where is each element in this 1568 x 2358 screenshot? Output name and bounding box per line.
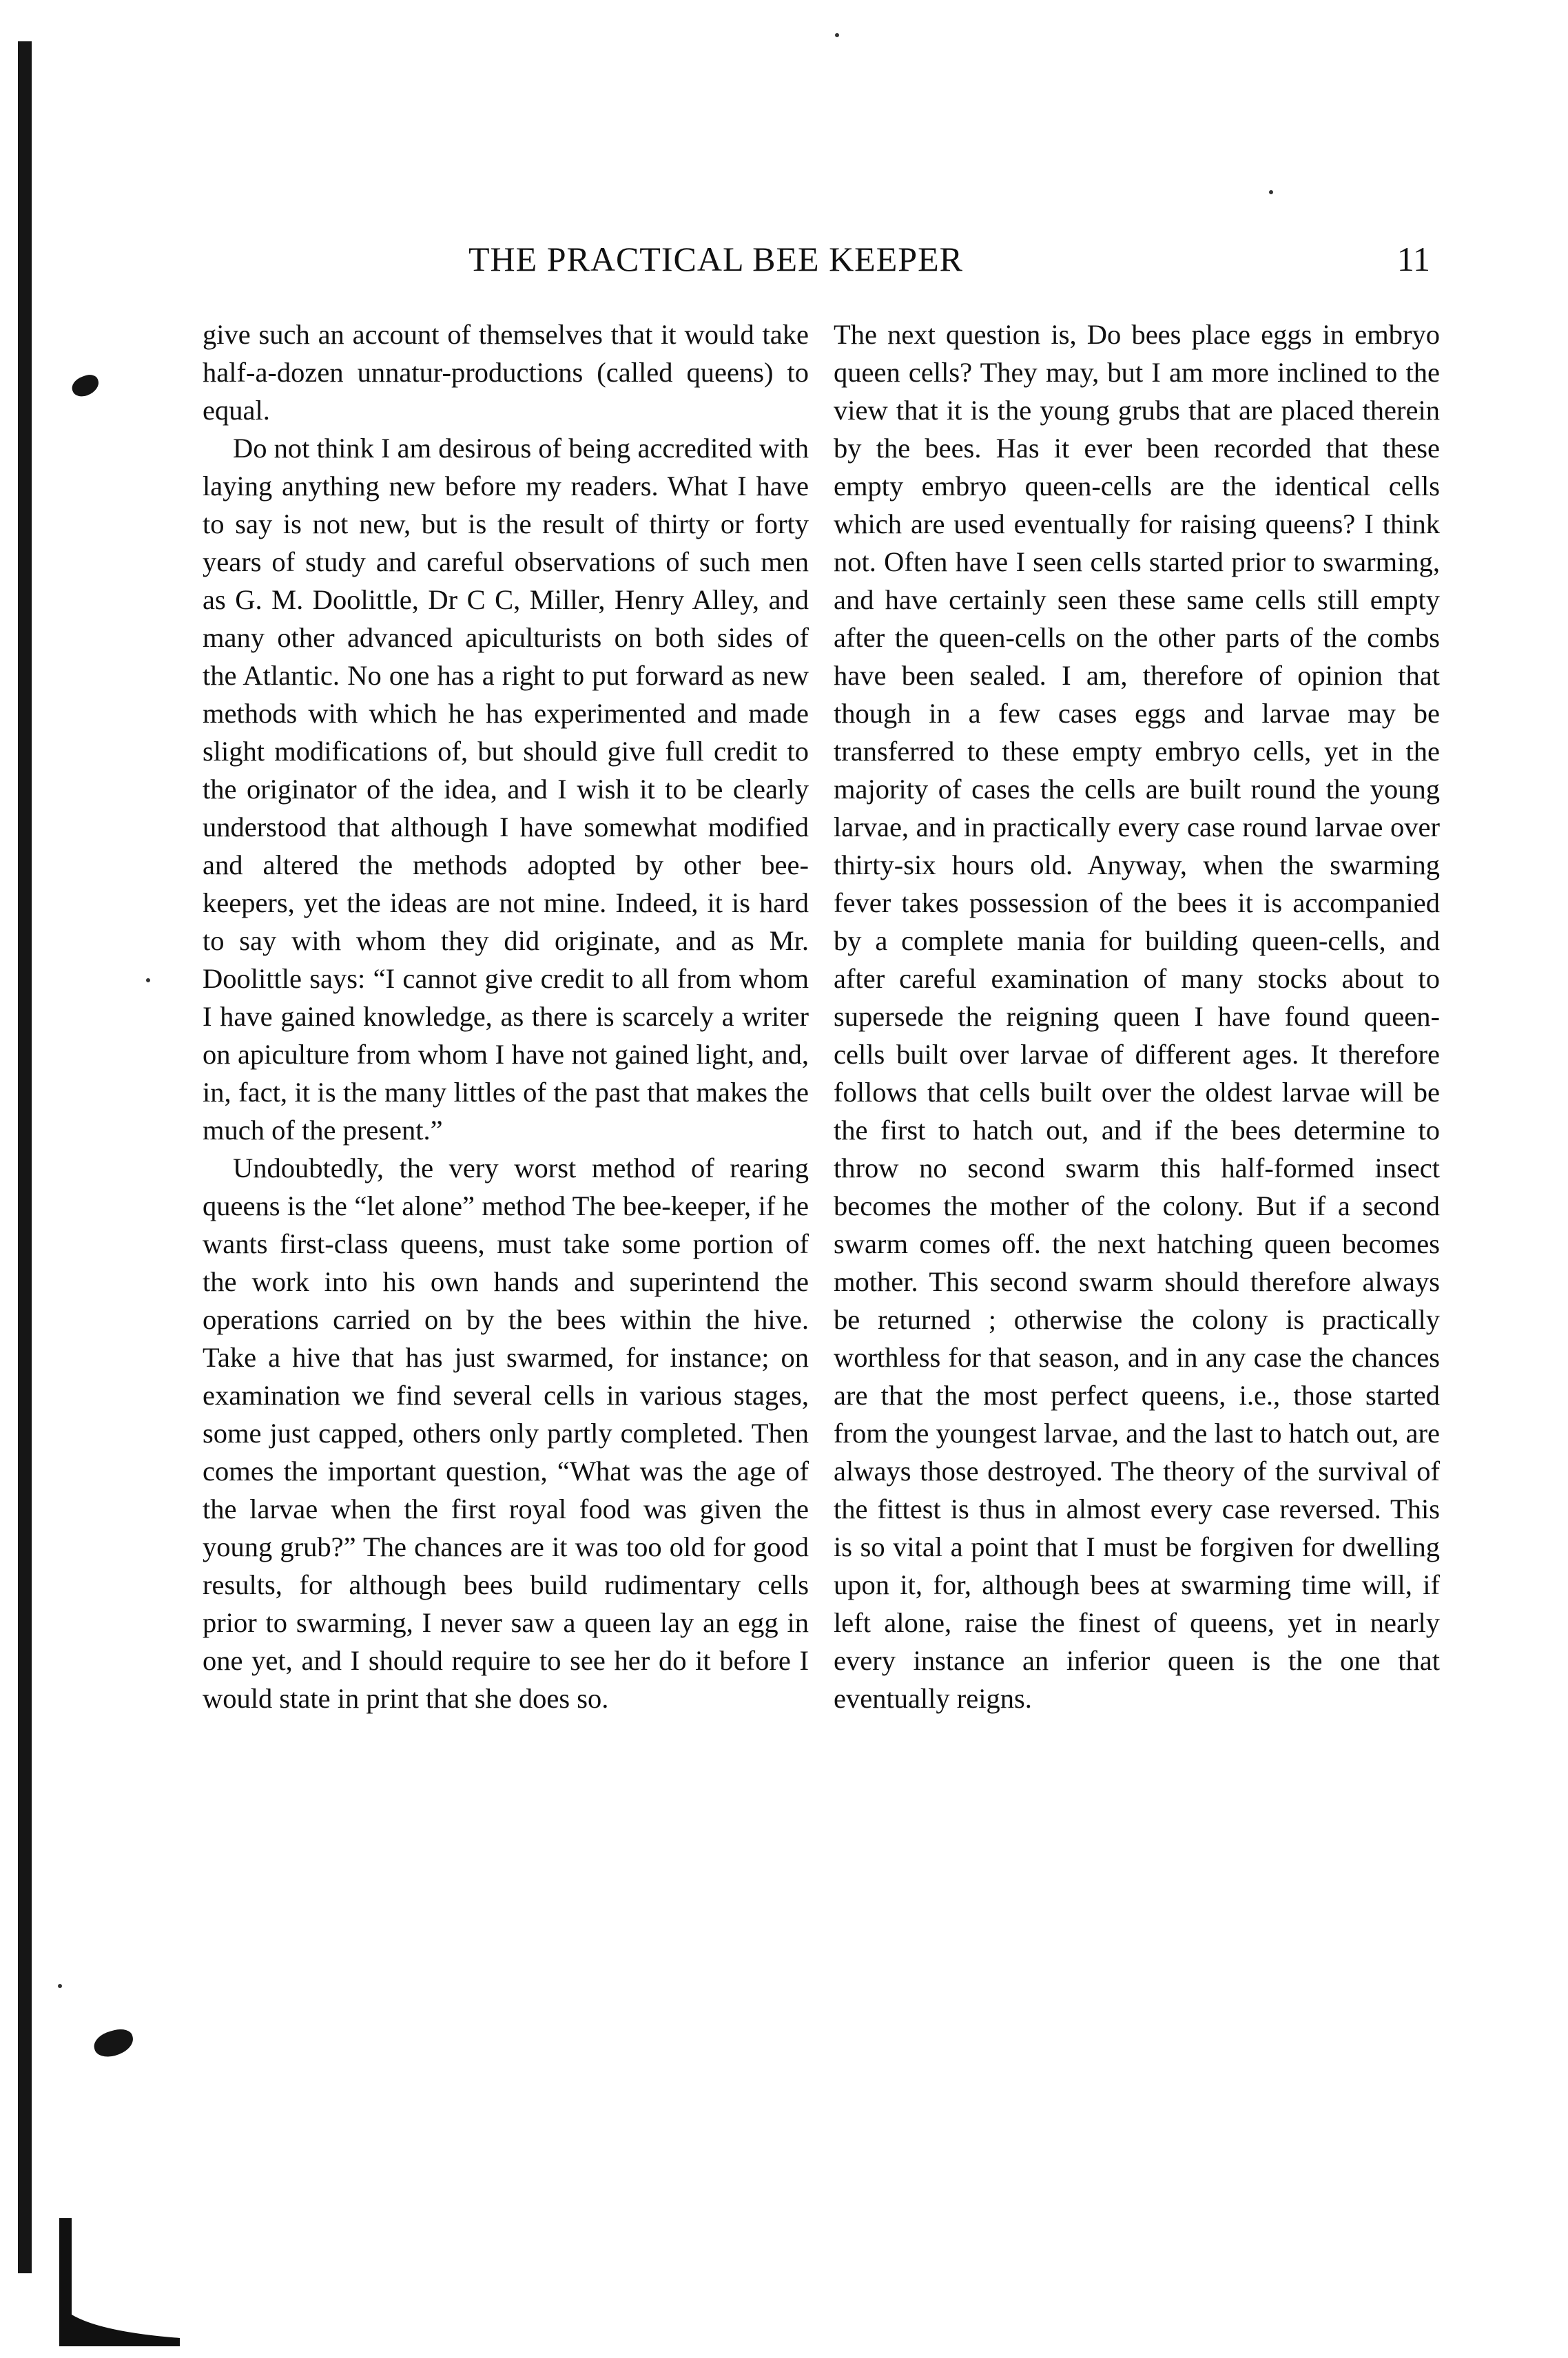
ink-blot bbox=[91, 2026, 136, 2060]
right-paragraph-1: The next question is, Do bees place eggs in embryo queen cells? They may, but I am more inclined to the view that it is the young grubs that are placed therein by the bees. Has it ever been recorded that these empty embryo queen-cells are the identical cells which are used eventually for raising queens? I think not. Often have I seen cells started prior to swarming, and have certainly seen these same cells still empty after the queen-cells on the other parts of the combs have been sealed. I am, therefore of opinion that though in a few cases eggs and larvae may be transferred to these empty embryo cells, yet in the majority of cases the cells are built round the young larvae, and in practically every case round larvae over thirty-six hours old. Anyway, when the swarming fever takes possession of the bees it is accompanied by a complete mania for building queen-cells, and after careful examination of many stocks about to supersede the reigning queen I have found queen-cells built over larvae of different ages. It therefore follows that cells built over the oldest larvae will be the first to hatch out, and if the bees determine to throw no second swarm this half-formed insect becomes the mother of the colony. But if a second swarm comes off. the next hatching queen becomes mother. This second swarm should therefore always be returned ; otherwise the colony is practically worthless for that season, and in any case the chances are that the most perfect queens, i.e., those started from the youngest larvae, and the last to hatch out, are always those destroyed. The theory of the survival of the fittest is thus in almost every case reversed. This is so vital a point that I must be forgiven for dwelling upon it, for, although bees at swarming time will, if left alone, raise the finest of queens, yet in nearly every instance an inferior queen is the one that eventually reigns. bbox=[834, 319, 1440, 1714]
left-paragraph-3: Undoubtedly, the very worst method of rearing queens is the “let alone” method The bee-keeper, if he wants first-class queens, must take some portion of the work into his own hands and superintend the operations carried on by the bees within the hive. Take a hive that has just swarmed, for instance; on examination we find several cells in various stages, some just capped, others only partly completed. Then comes the important question, “What was the age of the larvae when the first royal food was given the young grub?” The chances are it was too old for good results, for although bees build rudimentary cells prior to swarming, I never saw a queen lay an egg in one yet, and I should require to see her do it before I would state in print that she does so. bbox=[203, 1152, 809, 1714]
page-header bbox=[204, 238, 1430, 280]
scan-corner-mark bbox=[52, 2211, 183, 2349]
right-column bbox=[834, 316, 1440, 1717]
page-number: 11 bbox=[1396, 240, 1430, 278]
ink-speck bbox=[146, 978, 150, 982]
left-column bbox=[203, 316, 809, 1717]
scan-edge-bar bbox=[18, 41, 32, 2273]
ink-speck bbox=[58, 1984, 62, 1988]
running-title: THE PRACTICAL BEE KEEPER bbox=[468, 240, 963, 278]
left-paragraph-2: Do not think I am desirous of being accredited with laying anything new before my readers. What I have to say is not new, but is the result of thirty or forty years of study and careful observations of such men as G. M. Doolittle, Dr C C, Miller, Henry Alley, and many other advanced apiculturists on both sides of the Atlantic. No one has a right to put forward as new methods with which he has experimented and made slight modifications of, but should give full credit to the originator of the idea, and I wish it to be clearly understood that although I have somewhat modified and altered the methods adopted by other bee-keepers, yet the ideas are not mine. Indeed, it is hard to say with whom they did originate, and as Mr. Doolittle says: “I cannot give credit to all from whom I have gained knowledge, as there is scarcely a writer on apiculture from whom I have not gained light, and, in, fact, it is the many littles of the past that makes the much of the present.” bbox=[203, 433, 809, 1146]
ink-speck bbox=[1269, 190, 1273, 194]
ink-blot bbox=[69, 372, 101, 400]
left-paragraph-1: give such an account of themselves that it would take half-a-dozen unnatur-productions (called queens) to equal. bbox=[203, 319, 809, 426]
ink-speck bbox=[835, 33, 839, 37]
